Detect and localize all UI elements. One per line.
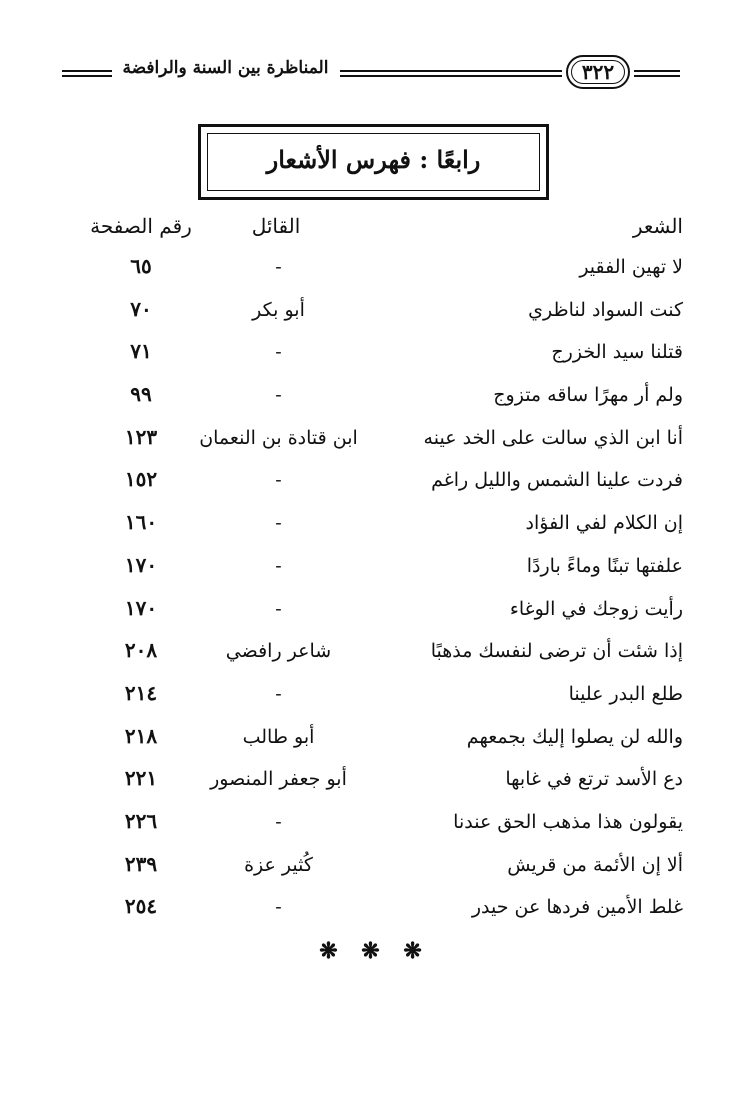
sayer-cell: -: [275, 341, 282, 364]
end-ornament: ❋ ❋ ❋: [319, 938, 430, 964]
sayer-cell: -: [275, 810, 282, 833]
section-title-frame: [198, 124, 549, 200]
header-rule-right: [634, 70, 680, 77]
page-cell: ٢٥٤: [124, 894, 158, 919]
table-row: [0, 720, 749, 763]
table-row: [0, 592, 749, 635]
sayer-cell: كُثير عزة: [244, 853, 313, 876]
poem-cell: رأيت زوجك في الوغاء: [509, 597, 683, 620]
page-cell: ١٢٣: [124, 424, 158, 449]
table-row: [0, 335, 749, 378]
sayer-cell: -: [275, 597, 282, 620]
page-cell: ٢٠٨: [124, 638, 158, 663]
column-header-poem: الشعر: [632, 214, 683, 238]
table-row: [0, 463, 749, 506]
table-row: [0, 890, 749, 933]
poem-cell: ولم أر مهرًا ساقه متزوج: [493, 384, 683, 407]
poem-cell: طلع البدر علينا: [568, 682, 683, 705]
sayer-cell: -: [275, 384, 282, 407]
header-rule-middle: [340, 70, 562, 77]
poem-cell: يقولون هذا مذهب الحق عندنا: [453, 810, 683, 833]
sayer-cell: -: [275, 512, 282, 535]
page-cell: ١٧٠: [124, 595, 158, 620]
poems-index-table: [0, 250, 749, 933]
table-row: [0, 250, 749, 293]
column-header-sayer: القائل: [251, 214, 301, 238]
table-row: [0, 506, 749, 549]
column-header-page: رقم الصفحة: [90, 214, 192, 238]
poem-cell: إن الكلام لفي الفؤاد: [525, 512, 683, 535]
section-title: رابعًا : فهرس الأشعار: [266, 145, 481, 174]
page-number-badge: [566, 55, 630, 89]
poem-cell: إذا شئت أن ترضى لنفسك مذهبًا: [430, 640, 683, 663]
table-row: [0, 805, 749, 848]
poem-cell: قتلنا سيد الخزرج: [551, 341, 683, 364]
poem-cell: علفتها تبنًا وماءً باردًا: [526, 554, 683, 577]
poem-cell: لا تهين الفقير: [579, 256, 683, 278]
page-cell: ٢٢٦: [124, 808, 158, 833]
table-row: [0, 848, 749, 891]
running-title: المناظرة بين السنة والرافضة: [122, 58, 329, 78]
table-row: [0, 549, 749, 592]
page-cell: ٧١: [130, 339, 152, 364]
sayer-cell: شاعر رافضي: [225, 640, 332, 663]
sayer-cell: أبو جعفر المنصور: [210, 768, 347, 791]
sayer-cell: -: [275, 554, 282, 577]
page-number: ٣٢٢: [581, 60, 615, 84]
page-cell: ١٧٠: [124, 552, 158, 577]
page-cell: ٢١٤: [124, 680, 158, 705]
poem-cell: غلط الأمين فردها عن حيدر: [471, 896, 683, 919]
page-cell: ٩٩: [130, 382, 152, 407]
sayer-cell: -: [275, 469, 282, 492]
poem-cell: كنت السواد لناظري: [528, 298, 683, 321]
sayer-cell: -: [275, 896, 282, 919]
table-row: [0, 634, 749, 677]
page-cell: ٢٣٩: [124, 851, 158, 876]
poem-cell: دع الأسد ترتع في غابها: [505, 768, 683, 791]
table-row: [0, 378, 749, 421]
page-cell: ٦٥: [130, 254, 152, 278]
sayer-cell: أبو طالب: [242, 725, 315, 748]
page-cell: ٧٠: [130, 296, 152, 321]
header-rule-left: [62, 70, 112, 77]
poem-cell: أنا ابن الذي سالت على الخد عينه: [423, 426, 683, 449]
table-row: [0, 677, 749, 720]
sayer-cell: ابن قتادة بن النعمان: [199, 426, 358, 449]
poem-cell: والله لن يصلوا إليك بجمعهم: [466, 725, 683, 748]
poem-cell: ألا إن الأئمة من قريش: [507, 853, 683, 876]
sayer-cell: -: [275, 256, 282, 278]
table-row: [0, 293, 749, 336]
table-row: [0, 421, 749, 464]
sayer-cell: أبو بكر: [252, 298, 305, 321]
table-row: [0, 762, 749, 805]
sayer-cell: -: [275, 682, 282, 705]
page-cell: ١٦٠: [124, 510, 158, 535]
page-cell: ١٥٢: [124, 467, 158, 492]
page-cell: ٢١٨: [124, 723, 158, 748]
poem-cell: فردت علينا الشمس والليل راغم: [431, 469, 683, 492]
page-cell: ٢٢١: [124, 766, 158, 791]
